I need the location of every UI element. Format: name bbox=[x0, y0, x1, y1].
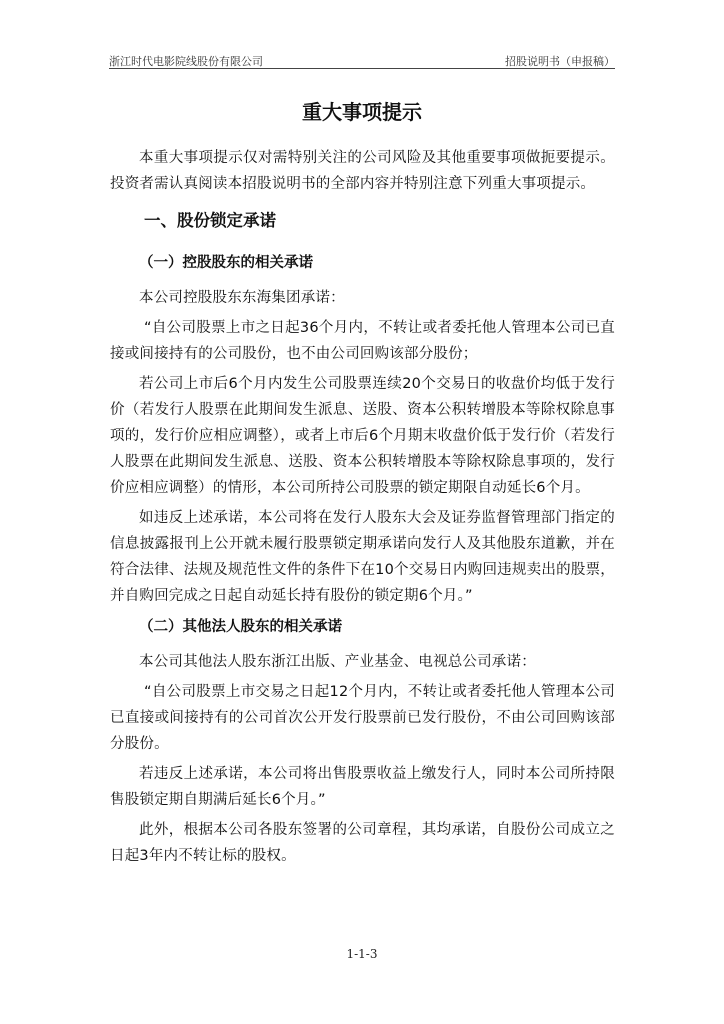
paragraph: 如违反上述承诺，本公司将在发行人股东大会及证券监督管理部门指定的信息披露报刊上公开就未履行股票锁定期承诺向发行人及其他股东道歉，并在符合法律、法规及规范性文件的条件下在10个交易日内购回违规卖出的股票，并自购回完成之日起自动延长持有股份的锁定期6个月。” bbox=[110, 510, 615, 604]
subsection-heading-other-shareholders: （二）其他法人股东的相关承诺 bbox=[139, 619, 342, 635]
paragraph: “自公司股票上市之日起36个月内，不转让或者委托他人管理本公司已直接或间接持有的公司股份，也不由公司回购该部分股份； bbox=[110, 320, 615, 362]
page-title: 重大事项提示 bbox=[302, 100, 422, 124]
section-heading-share-lock: 一、股份锁定承诺 bbox=[144, 211, 276, 230]
header-document-type: 招股说明书（申报稿） bbox=[505, 55, 615, 68]
document-body bbox=[110, 145, 615, 873]
page-number: 1-1-3 bbox=[346, 947, 378, 961]
paragraph: 若违反上述承诺，本公司将出售股票收益上缴发行人，同时本公司所持限售股锁定期自期满后延长6个月。” bbox=[110, 766, 615, 808]
paragraph: 此外，根据本公司各股东签署的公司章程，其均承诺，自股份公司成立之日起3年内不转让标的股权。 bbox=[110, 822, 615, 864]
paragraph: “自公司股票上市交易之日起12个月内，不转让或者委托他人管理本公司已直接或间接持有的公司首次公开发行股票前已发行股份，不由公司回购该部分股份。 bbox=[110, 684, 615, 752]
paragraph: 本公司控股股东东海集团承诺： bbox=[139, 290, 345, 306]
paragraph: 本公司其他法人股东浙江出版、产业基金、电视总公司承诺： bbox=[139, 654, 536, 670]
page-header bbox=[109, 50, 615, 70]
intro-paragraph: 本重大事项提示仅对需特别关注的公司风险及其他重要事项做扼要提示。投资者需认真阅读本招股说明书的全部内容并特别注意下列重大事项提示。 bbox=[110, 150, 615, 192]
header-divider bbox=[109, 68, 615, 69]
header-company-name: 浙江时代电影院线股份有限公司 bbox=[109, 55, 263, 68]
paragraph: 若公司上市后6个月内发生公司股票连续20个交易日的收盘价均低于发行价（若发行人股票在此期间发生派息、送股、资本公积转增股本等除权除息事项的，发行价应相应调整），或者上市后6个月期末收盘价低于发行价（若发行人股票在此期间发生派息、送股、资本公积转增股本等除权除息事项的，发行价应相应调整）的情形，本公司所持公司股票的锁定期限自动延长6个月。 bbox=[110, 376, 615, 496]
subsection-heading-controlling-shareholder: （一）控股股东的相关承诺 bbox=[139, 255, 313, 271]
